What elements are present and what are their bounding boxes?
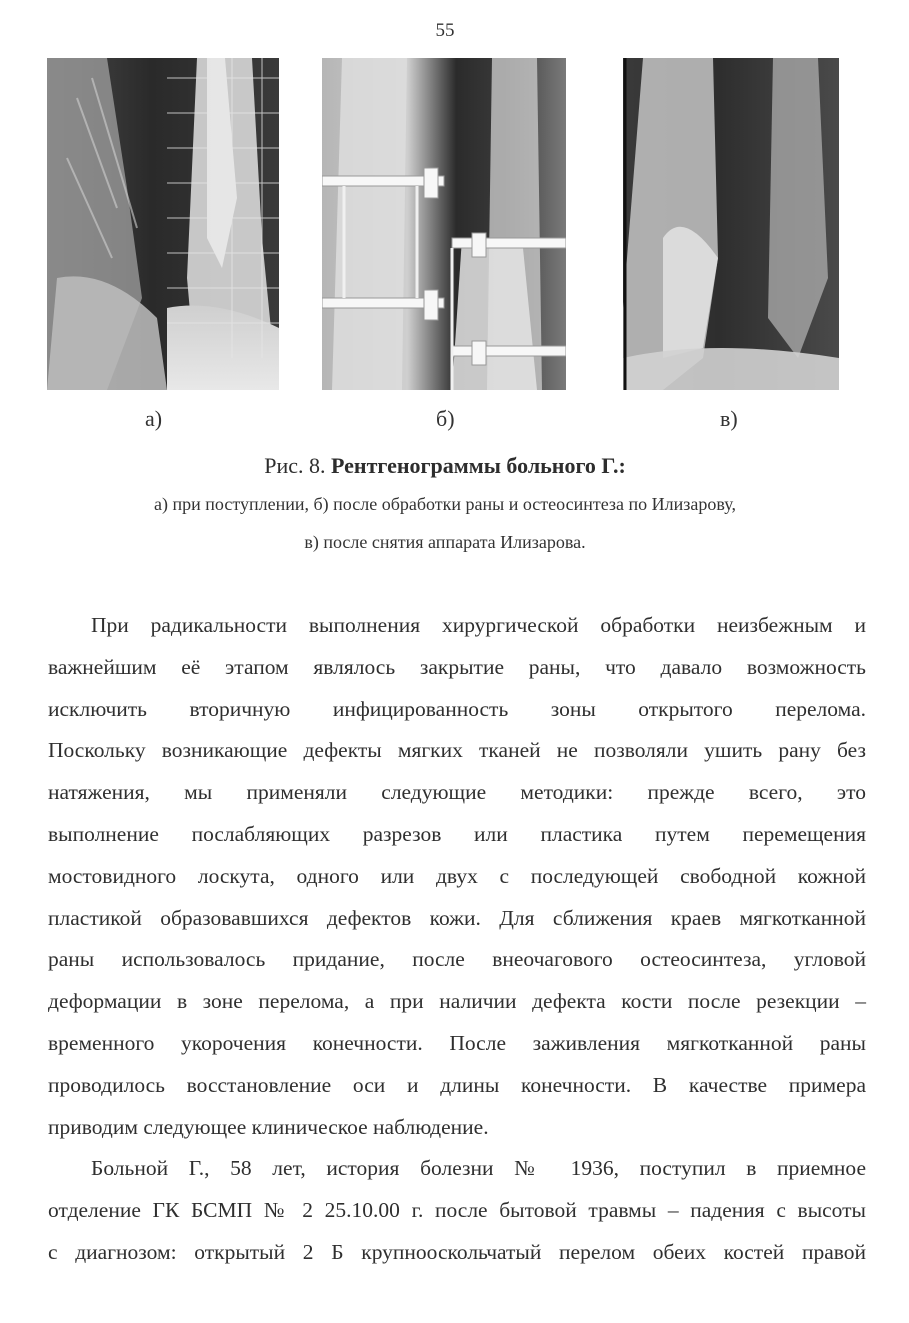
- xray-image-osteosynthesis: [322, 58, 566, 390]
- text-line: При радикальности выполнения хирургической обработки неизбежным и: [91, 613, 866, 637]
- text-line: с диагнозом: открытый 2 Б крупнооскольчатый перелом обеих костей правой: [48, 1239, 866, 1264]
- figure-sublabel-a: а): [145, 406, 163, 431]
- text-line: отделение ГК БСМП № 2 25.10.00 г. после бытовой травмы – падения с высоты: [48, 1198, 866, 1223]
- figure-caption-prefix: Рис. 8.: [264, 453, 331, 478]
- figure-sublabel-c: в): [720, 406, 738, 431]
- text-line: важнейшим её этапом являлось закрытие раны, что давало возможность: [48, 654, 866, 679]
- paragraph-2: [48, 1148, 866, 1273]
- text-line: приводим следующее клиническое наблюдение.: [48, 1114, 489, 1139]
- text-line: проводилось восстановление оси и длины конечности. В качестве примера: [48, 1072, 866, 1097]
- text-line: исключить вторичную инфицированность зоны открытого перелома.: [48, 696, 866, 721]
- body-text: [48, 605, 866, 1274]
- text-line: временного укорочения конечности. После заживления мягкотканной раны: [48, 1030, 866, 1055]
- figure-caption-line-1: а) при поступлении, б) после обработки раны и остеосинтеза по Илизарову,: [154, 494, 736, 514]
- text-line: мостовидного лоскута, одного или двух с последующей свободной кожной: [48, 863, 866, 888]
- xray-image-after-removal: [623, 58, 839, 390]
- figure-caption-line-2: в) после снятия аппарата Илизарова.: [304, 532, 586, 552]
- text-line: деформации в зоне перелома, а при наличии дефекта кости после резекции –: [48, 989, 866, 1014]
- xray-image-admission: [47, 58, 279, 390]
- text-line: Поскольку возникающие дефекты мягких тканей не позволяли ушить рану без: [48, 738, 866, 763]
- figure-caption-title: [0, 453, 890, 479]
- page-number: 55: [435, 20, 455, 41]
- text-line: раны использовалось придание, после внеочагового остеосинтеза, угловой: [48, 947, 866, 972]
- figure-sublabel-b: б): [436, 406, 455, 431]
- paragraph-1: [48, 605, 866, 1148]
- text-line: Больной Г., 58 лет, история болезни № 1936, поступил в приемное: [91, 1156, 866, 1181]
- text-line: пластикой образовавшихся дефектов кожи. Для сближения краев мягкотканной: [48, 905, 866, 930]
- text-line: выполнение послабляющих разрезов или пластика путем перемещения: [48, 821, 866, 846]
- text-line: натяжения, мы применяли следующие методики: прежде всего, это: [48, 780, 866, 805]
- figure-caption-bold: Рентгенограммы больного Г.:: [331, 453, 626, 478]
